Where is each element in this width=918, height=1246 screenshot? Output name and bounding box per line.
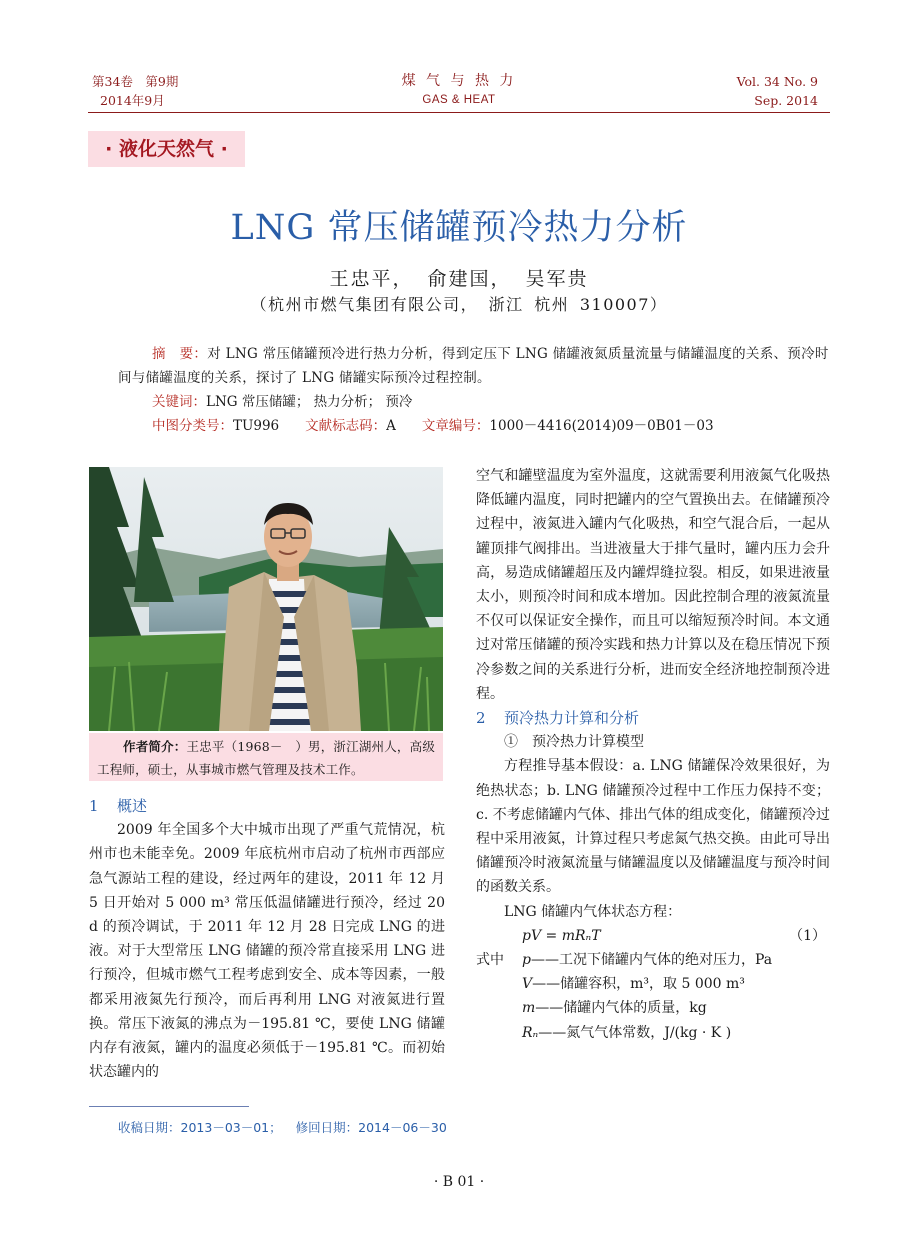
- right-column: [476, 464, 830, 1045]
- state-equation-intro: LNG 储罐内气体状态方程：: [504, 903, 682, 920]
- where-label: 式中: [476, 952, 504, 969]
- received-date: 2013－03－01；: [180, 1120, 282, 1135]
- author-bio: [89, 733, 443, 781]
- subsection-heading: ① 预冷热力计算模型: [504, 734, 644, 751]
- header-volume-en: [737, 72, 818, 110]
- revised-label: 修回日期：: [295, 1120, 359, 1135]
- section-2-title: 预冷热力计算和分析: [504, 709, 640, 728]
- author-photo: [89, 467, 443, 731]
- header-date-cn: 2014年9月: [100, 93, 165, 108]
- section-2-heading: [476, 706, 830, 730]
- definition-v-symbol: V: [522, 976, 533, 993]
- definition-rn-text: ——氮气气体常数，J/(kg · K ): [538, 1024, 732, 1041]
- keywords-label: 关键词：: [152, 394, 206, 410]
- footnote: [118, 1118, 447, 1136]
- article-title: LNG 常压储罐预冷热力分析: [230, 208, 688, 248]
- revised-date: 2014－06－30: [358, 1120, 447, 1135]
- definition-m: [476, 996, 830, 1020]
- abstract-label: 摘 要：: [152, 346, 208, 362]
- abstract-text: 对 LNG 常压储罐预冷进行热力分析，得到定压下 LNG 储罐液氮质量流量与储罐温度的关系、预冷时间与储罐温度的关系，探讨了 LNG 储罐实际预冷过程控制。: [118, 346, 829, 386]
- definition-m-text: ——储罐内气体的质量，kg: [535, 1000, 707, 1017]
- header-date-en: Sep. 2014: [754, 93, 818, 108]
- section-1-paragraph: 2009 年全国多个大中城市出现了严重气荒情况，杭州市也未能幸免。2009 年底杭州市启动了杭州市西部应急气源站工程的建设，经过两年的建设，2011 年 12 月 5 日开始对 5 000 m³ 常压低温储罐进行预冷，经过 20 d 的预冷调试，于 2011 年 12 月 28 日完成 LNG 的进液。对于大型常压 LNG 储罐的预冷常直接采用 LNG 进行预冷，但城市燃气工程考虑到安全、成本等因素，一般都采用液氮先行预冷，而后再利用 LNG 对液氮进行置换。常压下液氮的沸点为－195.81 ℃，要使 LNG 储罐内存有液氮，罐内的温度必须低于－195.81 ℃。而初始状态罐内的: [89, 822, 445, 1081]
- keywords-text: LNG 常压储罐； 热力分析； 预冷: [206, 394, 413, 410]
- article-number-value: 1000－4416(2014)09－0B01－03: [489, 418, 714, 434]
- header-rule: [88, 112, 830, 113]
- abstract: [118, 342, 830, 390]
- doc-code-value: A: [386, 418, 396, 434]
- author-photo-illustration: [89, 467, 443, 731]
- definition-p: [476, 948, 830, 972]
- article-number-label: 文章编号：: [421, 418, 490, 434]
- equation-1-body: pV = mRₙT: [522, 927, 601, 944]
- received-label: 收稿日期：: [118, 1120, 181, 1135]
- journal-name-en: GAS & HEAT: [422, 94, 496, 106]
- footnote-rule: [89, 1106, 249, 1107]
- section-1-heading: [89, 794, 445, 818]
- section-2-number: 2: [476, 709, 486, 728]
- header-vol-en: Vol. 34 No. 9: [736, 74, 818, 89]
- definition-p-text: ——工况下储罐内气体的绝对压力，Pa: [530, 952, 773, 969]
- section-1-number: 1: [89, 797, 99, 815]
- paragraph-continued: 空气和罐壁温度为室外温度，这就需要利用液氮气化吸热降低罐内温度，同时把罐内的空气置换出去。在储罐预冷过程中，液氮进入罐内气化吸热，和空气混合后，一起从罐顶排气阀排出。当进液量大于排气量时，罐内压力会升高，易造成储罐超压及内罐焊缝拉裂。相反，如果进液量太小，则预冷时间和成本增加。因此控制合理的液氮流量不仅可以保证安全操作，而且可以缩短预冷时间。本文通过对常压储罐的预冷实践和热力计算以及在稳压情况下预冷参数之间的关系进行分析，进而安全经济地控制预冷进程。: [476, 468, 830, 702]
- definition-m-symbol: m: [522, 1000, 536, 1017]
- page-number: · B 01 ·: [433, 1174, 485, 1190]
- doc-code-label: 文献标志码：: [305, 418, 387, 434]
- assumptions-paragraph: 方程推导基本假设：a. LNG 储罐保冷效果很好，为绝热状态；b. LNG 储罐预冷过程中工作压力保持不变；c. 不考虑储罐内气体、排出气体的组成变化，储罐预冷过程中采用液氮，计算过程只考虑氮气热交换。由此可导出储罐预冷时液氮流量与储罐温度以及储罐温度与预冷时间的函数关系。: [476, 758, 830, 896]
- affiliation: （杭州市燃气集团有限公司， 浙江 杭州 310007）: [250, 295, 668, 314]
- definition-rn-symbol: Rₙ: [522, 1024, 539, 1041]
- journal-name-cn: 煤 气 与 热 力: [401, 73, 517, 89]
- keywords: [118, 390, 830, 414]
- author-bio-label: 作者简介：: [123, 739, 187, 754]
- clc-value: TU996: [233, 418, 280, 434]
- definition-v: [476, 972, 830, 996]
- section-1-title: 概述: [117, 797, 148, 815]
- section-tag: · 液化天然气 ·: [88, 131, 245, 167]
- header-volume-cn: 第34卷 第9期: [92, 74, 179, 89]
- author-bio-body: 王忠平（1968－ ）男，浙江湖州人，高级工程师，硕士，从事城市燃气管理及技术工作。: [97, 739, 436, 777]
- definition-p-symbol: p: [522, 952, 531, 969]
- equation-1: [476, 924, 830, 948]
- author-bio-text: [97, 735, 437, 781]
- definition-rn: [476, 1021, 830, 1045]
- definition-v-text: ——储罐容积，m³，取 5 000 m³: [532, 976, 745, 993]
- equation-1-number: （1）: [789, 927, 826, 944]
- clc-label: 中图分类号：: [152, 418, 233, 434]
- authors: 王忠平， 俞建国， 吴军贵: [329, 268, 589, 290]
- left-column: [89, 794, 445, 1084]
- classification-row: [118, 414, 830, 438]
- abstract-block: [118, 342, 830, 438]
